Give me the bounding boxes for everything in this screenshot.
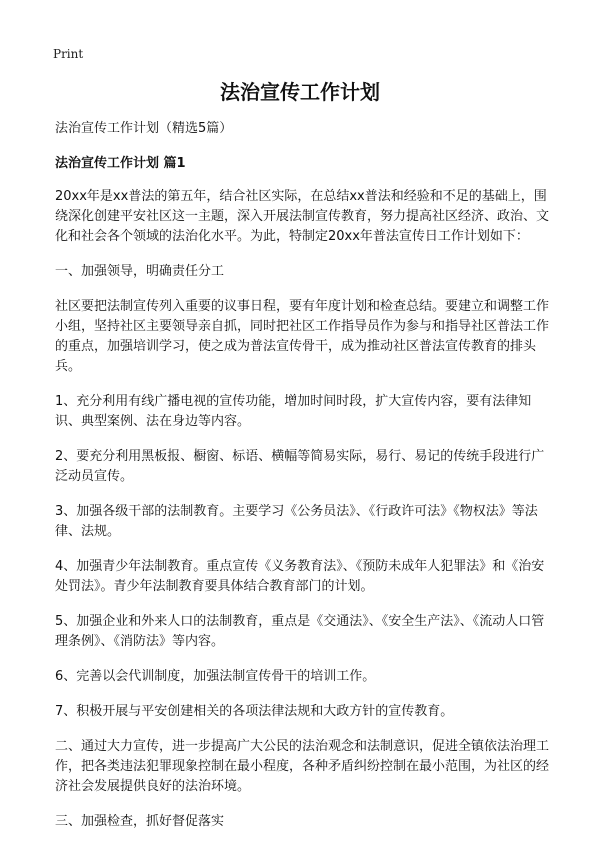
list-item-6: 6、完善以会代训制度，加强法制宣传骨干的培训工作。 <box>55 669 376 684</box>
section-two-paragraph: 二、通过大力宣传，进一步提高广大公民的法治观念和法制意识，促进全镇依法治理工作，把各类违法犯罪现象控制在最小程度，各种矛盾纠纷控制在最小范围，为社区的经济社会发展提供良好的法治环境。 <box>55 739 550 794</box>
list-item-3: 3、加强各级干部的法制教育。主要学习《公务员法》、《行政许可法》《物权法》等法律、法规。 <box>55 504 538 539</box>
list-item-2: 2、要充分利用黑板报、橱窗、标语、横幅等简易实际，易行、易记的传统手段进行广泛动员宣传。 <box>55 449 545 484</box>
section-one-heading: 一、加强领导，明确责任分工 <box>55 264 225 279</box>
list-item-7: 7、积极开展与平安创建相关的各项法律法规和大政方针的宣传教育。 <box>55 704 454 719</box>
list-item-5: 5、加强企业和外来人口的法制教育，重点是《交通法》、《安全生产法》、《流动人口管理条例》、《消防法》等内容。 <box>55 614 545 649</box>
intro-paragraph: 20xx年是xx普法的第五年，结合社区实际，在总结xx普法和经验和不足的基础上，围绕深化创建平安社区这一主题，深入开展法制宣传教育，努力提高社区经济、政治、文化和社会各个领域的法治化水平。为此，特制定20xx年普法宣传日工作计划如下： <box>55 189 550 244</box>
document-body <box>55 119 555 847</box>
list-item-4: 4、加强青少年法制教育。重点宣传《义务教育法》、《预防未成年人犯罪法》和《治安处罚法》。青少年法制教育要具体结合教育部门的计划。 <box>55 559 545 594</box>
body-paragraph: 社区要把法制宣传列入重要的议事日程，要有年度计划和检查总结。要建立和调整工作小组，坚持社区主要领导亲自抓，同时把社区工作指导员作为参与和指导社区普法工作的重点，加强培训学习，使之成为普法宣传骨干，成为推动社区普法宣传教育的排头兵。 <box>55 299 550 374</box>
print-link[interactable]: Print <box>53 47 84 61</box>
section-three-heading: 三、加强检查，抓好督促落实 <box>55 814 225 829</box>
subtitle: 法治宣传工作计划（精选5篇） <box>55 121 233 136</box>
section-heading: 法治宣传工作计划 篇1 <box>55 156 186 171</box>
list-item-1: 1、充分利用有线广播电视的宣传功能，增加时间时段，扩大宣传内容，要有法律知识、典型案例、法在身边等内容。 <box>55 394 532 429</box>
page-title: 法治宣传工作计划 <box>220 80 380 104</box>
